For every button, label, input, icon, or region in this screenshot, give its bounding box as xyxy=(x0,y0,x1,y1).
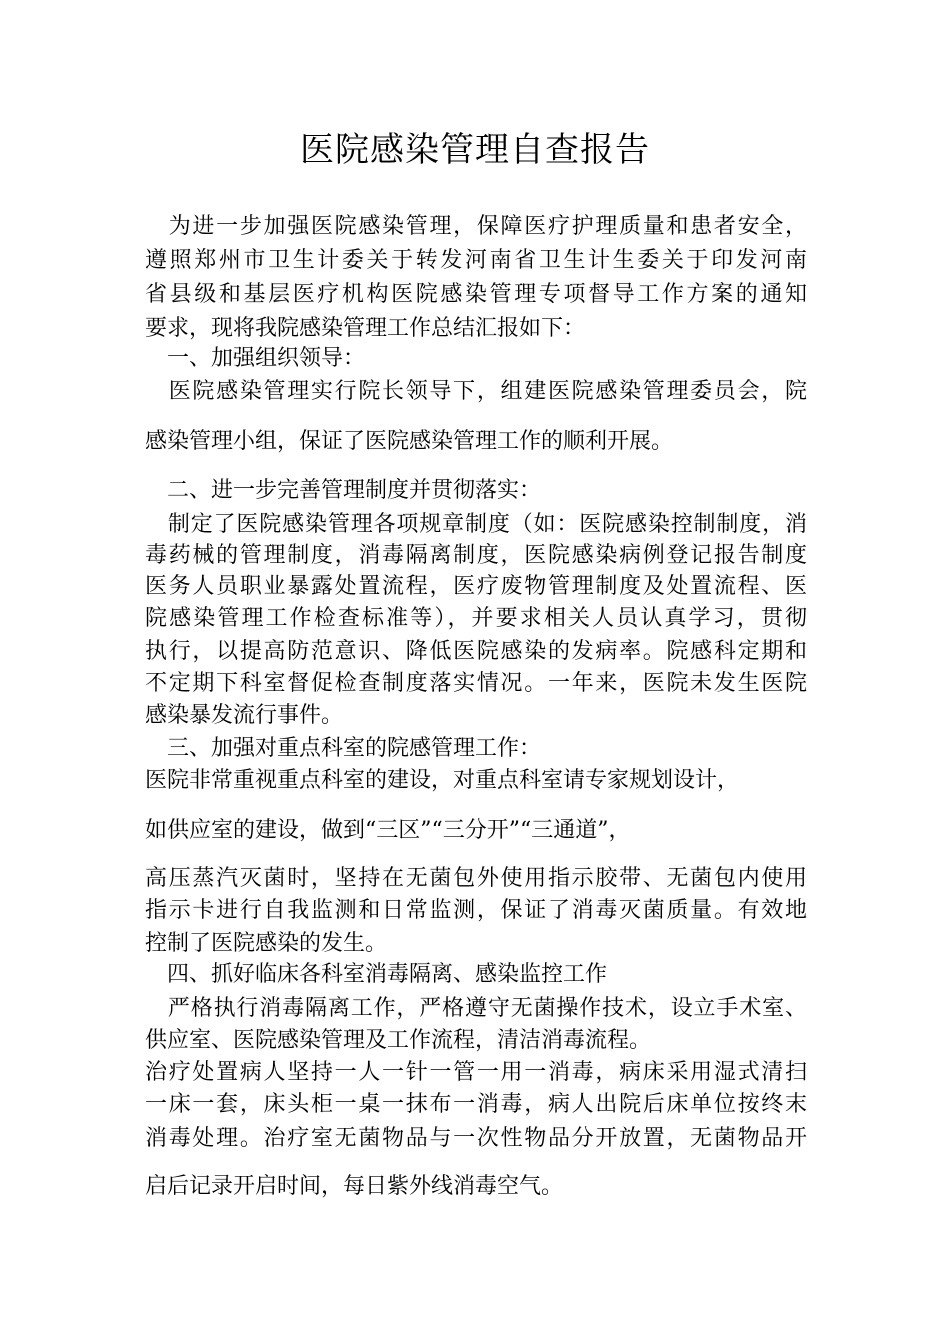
section-heading: 四、抓好临床各科室消毒隔离、感染监控工作 xyxy=(145,962,608,987)
section-heading: 一、加强组织领导： xyxy=(145,346,366,371)
paragraph-line: 不定期下科室督促检查制度落实情况。一年来，医院未发生医院 xyxy=(145,671,807,696)
paragraph-line: 一床一套，床头柜一桌一抹布一消毒，病人出院后床单位按终末 xyxy=(145,1092,807,1117)
paragraph-line: 毒药械的管理制度，消毒隔离制度，医院感染病例登记报告制度 xyxy=(145,543,807,568)
paragraph-line: 高压蒸汽灭菌时，坚持在无菌包外使用指示胶带、无菌包内使用 xyxy=(145,866,807,891)
section-heading: 三、加强对重点科室的院感管理工作： xyxy=(145,736,542,761)
paragraph-line: 指示卡进行自我监测和日常监测，保证了消毒灭菌质量。有效地 xyxy=(145,898,807,923)
paragraph-line: 为进一步加强医院感染管理，保障医疗护理质量和患者安全， xyxy=(145,214,807,239)
paragraph-line: 遵照郑州市卫生计委关于转发河南省卫生计生委关于印发河南 xyxy=(145,248,807,273)
paragraph-line: 感染暴发流行事件。 xyxy=(145,703,344,728)
paragraph-line: 如供应室的建设，做到“三区”“三分开”“三通道”， xyxy=(145,818,631,843)
paragraph-line: 要求，现将我院感染管理工作总结汇报如下： xyxy=(145,316,586,341)
paragraph-line: 院感染管理工作检查标准等），并要求相关人员认真学习，贯彻 xyxy=(145,606,807,631)
paragraph-line: 供应室、医院感染管理及工作流程，清洁消毒流程。 xyxy=(145,1028,652,1053)
paragraph-line: 消毒处理。治疗室无菌物品与一次性物品分开放置，无菌物品开 xyxy=(145,1126,807,1151)
paragraph-line: 医院感染管理实行院长领导下，组建医院感染管理委员会，院 xyxy=(145,379,807,404)
paragraph-line: 制定了医院感染管理各项规章制度（如：医院感染控制制度，消 xyxy=(145,512,807,537)
paragraph-line: 严格执行消毒隔离工作，严格遵守无菌操作技术，设立手术室、 xyxy=(145,996,807,1021)
paragraph-line: 控制了医院感染的发生。 xyxy=(145,931,388,956)
paragraph-line: 执行，以提高防范意识、降低医院感染的发病率。院感科定期和 xyxy=(145,639,807,664)
paragraph-line: 医务人员职业暴露处置流程，医疗废物管理制度及处置流程、医 xyxy=(145,574,807,599)
paragraph-line: 省县级和基层医疗机构医院感染管理专项督导工作方案的通知 xyxy=(145,282,807,307)
document-title: 医院感染管理自查报告 xyxy=(300,130,650,170)
paragraph-line: 启后记录开启时间，每日紫外线消毒空气。 xyxy=(145,1174,564,1199)
paragraph-line: 治疗处置病人坚持一人一针一管一用一消毒，病床采用湿式清扫 xyxy=(145,1060,807,1085)
section-heading: 二、进一步完善管理制度并贯彻落实： xyxy=(145,478,542,503)
paragraph-line: 医院非常重视重点科室的建设，对重点科室请专家规划设计， xyxy=(145,768,740,793)
paragraph-line: 感染管理小组，保证了医院感染管理工作的顺利开展。 xyxy=(145,429,674,454)
